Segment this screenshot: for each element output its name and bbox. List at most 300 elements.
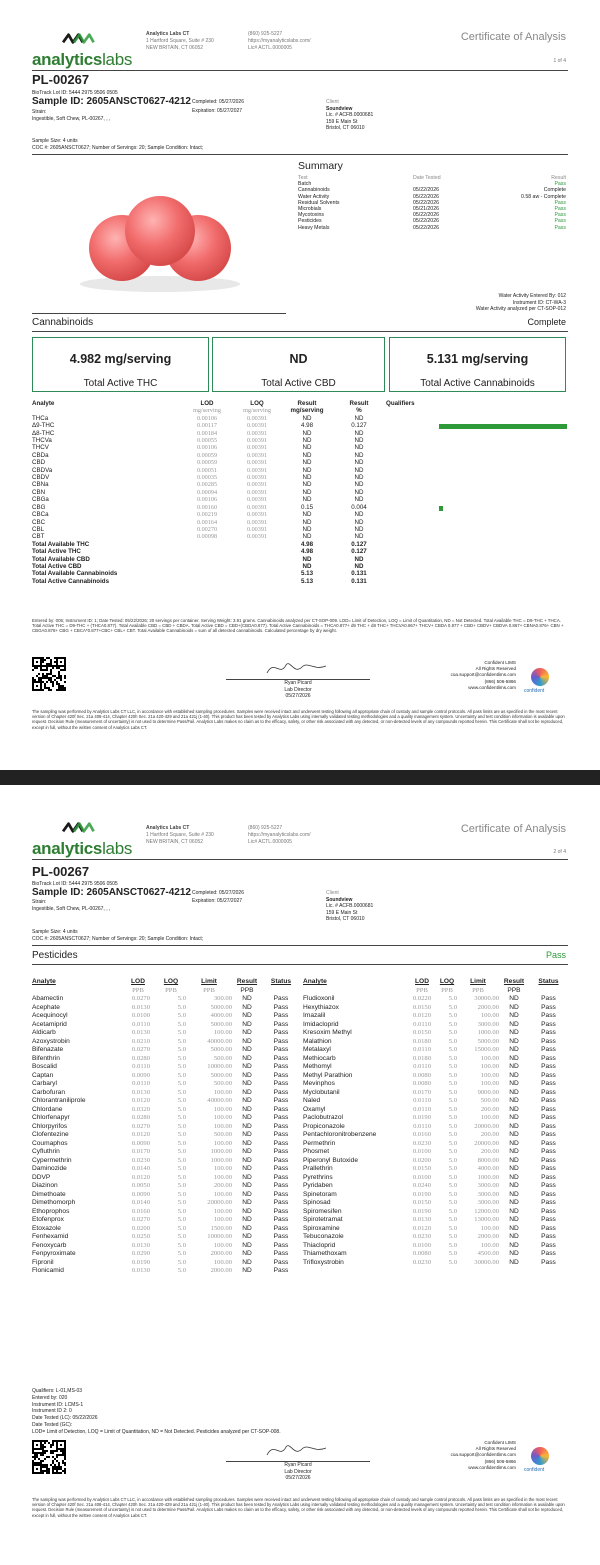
pesticide-limit: 2000.00 <box>210 1267 232 1274</box>
pesticide-name: Ethoprophos <box>32 1207 70 1215</box>
result-mg: ND <box>302 518 312 526</box>
pesticide-lod: 0.0120 <box>131 1173 150 1181</box>
pesticide-limit: 100.00 <box>480 1054 499 1062</box>
pesticide-lod: 0.0110 <box>132 1063 150 1070</box>
pesticide-limit: 1000.00 <box>210 1148 232 1155</box>
confident-phone: (866) 506-5866 <box>484 678 516 684</box>
pesticide-lod: 0.0230 <box>131 1156 150 1164</box>
pesticide-loq: 5.0 <box>177 1165 186 1172</box>
sample-size: Sample Size: 4 units <box>32 138 78 144</box>
qualifier <box>386 444 568 451</box>
pesticide-name: Dimethoate <box>32 1190 66 1198</box>
pesticide-lod: 0.0180 <box>412 1054 431 1062</box>
pesticide-row <box>32 1123 300 1132</box>
strain-desc: Ingestible, Soft Chew, PL-00267, , , <box>32 116 111 122</box>
pesticide-result: ND <box>242 1063 252 1070</box>
units-3: % <box>356 407 362 415</box>
pesticide-limit: 20000.00 <box>474 1122 499 1130</box>
pesticide-lod: 0.0220 <box>412 995 431 1002</box>
pesticide-name: Permethrin <box>303 1139 336 1147</box>
pesticide-limit: 100.00 <box>213 1105 232 1113</box>
summary-row <box>298 225 566 231</box>
pesticide-result: ND <box>509 1097 519 1104</box>
lab-phone: (860) 925-5227 <box>248 31 283 37</box>
lab-address <box>146 825 214 846</box>
pesticide-lod: 0.0130 <box>131 1003 150 1011</box>
pesticide-limit: 100.00 <box>213 1173 232 1181</box>
pesticide-status: Pass <box>541 1165 556 1172</box>
pesticide-lod: 0.0150 <box>412 1029 431 1036</box>
pesticide-limit: 100.00 <box>480 1114 499 1121</box>
loq: 0.00391 <box>246 429 268 437</box>
pesticide-status: Pass <box>273 1029 289 1036</box>
units-2: PPB <box>203 986 215 994</box>
pesticide-lod: 0.0200 <box>412 1156 431 1164</box>
pesticide-result: ND <box>509 995 519 1002</box>
cannabinoid-row <box>32 437 568 444</box>
pesticide-status: Pass <box>273 1224 289 1232</box>
pesticide-result: ND <box>509 1063 519 1070</box>
cannabinoid-row <box>32 459 568 466</box>
qualifier <box>386 570 568 577</box>
pesticide-col-3: Limit <box>470 978 486 985</box>
lab-addr1: 1 Hartford Square, Suite # 230 <box>146 38 214 44</box>
pesticide-note: Instrument ID: LCMS-1 <box>32 1401 84 1408</box>
pesticide-limit: 500.00 <box>213 1054 232 1062</box>
pesticide-loq: 5.0 <box>177 1071 186 1079</box>
pesticide-loq: 5.0 <box>177 1233 186 1240</box>
pesticide-loq: 5.0 <box>177 1088 186 1096</box>
pesticide-name: Acephate <box>32 1003 60 1011</box>
total-name: Total Available CBD <box>32 555 90 563</box>
wa-note-2: Instrument ID: CT-WA-3 <box>512 299 566 306</box>
strain-label: Strain: <box>32 899 47 905</box>
confident-email-link[interactable]: coa.support@confidentlims.com <box>450 672 516 678</box>
pesticide-limit: 500.00 <box>213 1131 232 1138</box>
lod <box>182 541 232 548</box>
pesticide-row <box>303 1233 568 1242</box>
pesticide-limit: 1000.00 <box>477 1029 499 1036</box>
pesticide-loq: 5.0 <box>177 1156 186 1164</box>
result-mg: 0.15 <box>300 503 314 511</box>
pesticide-limit: 3000.00 <box>477 1182 499 1189</box>
pesticide-result: ND <box>509 1190 519 1198</box>
pesticide-lod: 0.0100 <box>412 1148 431 1155</box>
info-divider <box>32 154 568 155</box>
pesticide-loq: 5.0 <box>177 1105 186 1113</box>
lod: 0.00270 <box>196 525 218 533</box>
loq: 0.00391 <box>246 451 268 459</box>
pesticide-limit: 30000.00 <box>474 995 499 1002</box>
pesticide-status: Pass <box>541 1173 556 1181</box>
cannabinoid-row <box>32 519 568 526</box>
result-mg: ND <box>302 481 312 489</box>
pesticide-loq: 5.0 <box>448 1207 457 1215</box>
total-active-thc-box <box>32 337 209 392</box>
pesticide-loq: 5.0 <box>448 1071 457 1079</box>
pesticide-status: Pass <box>273 1003 289 1011</box>
pesticide-limit: 20000.00 <box>207 1199 232 1206</box>
client-name: Soundview <box>326 105 353 112</box>
analyte-name: CBGa <box>32 496 49 504</box>
pesticide-loq: 5.0 <box>177 1241 186 1249</box>
analyte-name: CBN <box>32 488 46 496</box>
pesticide-status: Pass <box>273 1267 289 1274</box>
pesticide-lod: 0.0110 <box>413 1020 431 1028</box>
pesticide-lod: 0.0130 <box>131 1241 150 1249</box>
pesticide-note: Qualifiers: L-01,MS-03 <box>32 1388 83 1394</box>
pesticide-lod: 0.0110 <box>413 1097 431 1104</box>
pesticide-status: Pass <box>541 1029 556 1036</box>
pesticide-status: Pass <box>541 1148 556 1155</box>
pesticide-limit: 100.00 <box>480 1241 499 1249</box>
cannabinoids-status: Complete <box>527 317 566 327</box>
lod: 0.00059 <box>196 459 218 467</box>
pesticide-status: Pass <box>541 1020 556 1028</box>
confident-l1: Confident LIMS <box>484 660 516 665</box>
client-addr2: Bristol, CT 06010 <box>326 916 365 922</box>
cannabinoid-total-row <box>32 541 568 548</box>
pesticide-result: ND <box>509 1250 519 1257</box>
pesticide-name: Paclobutrazol <box>303 1114 343 1121</box>
units-spacer <box>303 987 407 996</box>
pesticide-row <box>303 1148 568 1157</box>
pesticide-lod: 0.0190 <box>412 1190 431 1198</box>
pesticide-loq: 5.0 <box>448 995 457 1002</box>
pesticide-loq: 5.0 <box>177 1003 186 1011</box>
pesticide-row <box>303 1080 568 1089</box>
loq: 0.00391 <box>246 511 268 519</box>
result-pct: ND <box>354 451 364 459</box>
pesticide-loq: 5.0 <box>177 1216 186 1223</box>
loq <box>232 578 282 585</box>
lab-website-link[interactable]: https://myanalyticslabs.com/ <box>248 38 311 44</box>
pesticide-name: Bifenthrin <box>32 1054 60 1062</box>
confident-website-link[interactable]: www.confidentlims.com <box>468 684 516 690</box>
pesticide-lod: 0.0090 <box>131 1139 150 1147</box>
pesticide-status: Pass <box>541 1182 556 1189</box>
pesticide-name: Etofenprox <box>32 1216 64 1223</box>
confident-lims-block <box>451 660 516 691</box>
pesticide-status: Pass <box>273 1054 289 1062</box>
pesticide-limit: 12000.00 <box>474 1207 499 1215</box>
pesticide-status: Pass <box>541 1054 556 1062</box>
pesticide-limit: 4000.00 <box>210 1012 232 1019</box>
pesticide-result: ND <box>509 1105 519 1113</box>
result-pct: ND <box>354 437 364 445</box>
pesticide-limit: 500.00 <box>213 1080 232 1087</box>
confident-brand: confident <box>524 1467 545 1473</box>
cannabinoid-notes: Entered by: 005; Instrument ID: 1; Date Tested: 05/22/2026; 20 servings per container. Serving Weight: 3.91 grams. Cannabinoids analyzed per CT-SOP-009. LOD= Limit of Detection, LOQ = Limit of Quantitation, ND = Not Detected. Total Available THC = D9-THC + THCA. Total Active THC = D9-THC + (THCA0.877). Total Available CBD = CBD + CBDA. Total Active CBD = CBD+(CBDA0.877). Total Active Cannabinoids = THCA0.877+ d9 THC + d8 THC+ THCVA0.867+ THCV+ CBDA 0.877 + CBD+ CBDV+ CBDVA 0.867+ CBNA0.876+ CBN + CBGA0.878+ CBG + CBCA*0.877+CBC+ CBL+ CBT. Total Available Cannabinoids = sum of all detected cannabinoids. Calculated percentage by dry weight. <box>32 618 564 634</box>
cannabinoid-row <box>32 504 568 511</box>
pesticide-result: ND <box>509 1046 519 1053</box>
pesticide-row <box>32 995 300 1004</box>
coc-line: COC #: 2605ANSCT0627; Number of Servings: 20; Sample Condition: Intact; <box>32 145 204 151</box>
pesticide-limit: 100.00 <box>213 1088 232 1096</box>
confident-lims-block <box>451 1440 516 1471</box>
pesticide-limit: 100.00 <box>213 1190 232 1198</box>
pesticide-result: ND <box>242 1122 252 1130</box>
pesticide-loq: 5.0 <box>448 1088 457 1096</box>
gummies-image <box>32 156 286 314</box>
pesticide-name: DDVP <box>32 1173 51 1181</box>
pesticide-row <box>32 1182 300 1191</box>
pesticide-row <box>32 1250 300 1259</box>
sample-size: Sample Size: 4 units <box>32 929 78 935</box>
doc-title: Certificate of Analysis <box>460 31 566 43</box>
pesticide-name: Malathion <box>303 1037 332 1045</box>
pesticide-note: Entered by: 020 <box>32 1394 68 1401</box>
pesticide-result: ND <box>242 1037 252 1045</box>
pesticide-status: Pass <box>273 1114 289 1121</box>
pesticide-status: Pass <box>273 1182 289 1189</box>
cannabinoids-col-5: Qualifiers <box>386 400 415 407</box>
pesticide-row <box>303 1259 568 1268</box>
pesticide-row <box>32 1029 300 1038</box>
result-mg: ND <box>302 451 312 459</box>
lod: 0.00059 <box>196 451 218 459</box>
lab-contact <box>248 31 311 52</box>
total-mg: 5.13 <box>300 570 314 578</box>
pesticide-lod: 0.0130 <box>131 1267 150 1274</box>
qr-pattern <box>32 1440 66 1474</box>
lod: 0.00184 <box>196 429 218 437</box>
pesticide-loq: 5.0 <box>177 1046 186 1053</box>
pesticide-name: Imidacloprid <box>303 1020 339 1028</box>
lab-addr2: NEW BRITAIN, CT 06052 <box>146 839 204 845</box>
client-license: Lic. # ACFB.0000681 <box>326 903 374 909</box>
total-mg: 4.98 <box>300 548 314 556</box>
pesticide-result: ND <box>509 1071 519 1079</box>
pesticide-loq: 5.0 <box>177 1122 186 1130</box>
pesticide-loq: 5.0 <box>448 1241 457 1249</box>
loq <box>232 570 282 577</box>
pesticide-lod: 0.0270 <box>131 1046 150 1053</box>
pesticide-row <box>32 1055 300 1064</box>
summary-result: Pass <box>554 206 566 213</box>
lod: 0.00117 <box>197 422 217 430</box>
pesticide-loq: 5.0 <box>177 1258 186 1266</box>
pesticide-name: Boscalid <box>32 1063 57 1070</box>
lod: 0.00106 <box>196 414 218 422</box>
pesticide-lod: 0.0170 <box>131 1148 150 1155</box>
pesticide-loq: 5.0 <box>448 1190 457 1198</box>
pesticide-status: Pass <box>541 1122 556 1130</box>
pesticide-row <box>32 1216 300 1225</box>
lod <box>182 556 232 563</box>
units-2: mg/serving <box>290 407 324 415</box>
pesticide-name: Phosmet <box>303 1148 330 1155</box>
pesticide-result: ND <box>242 1080 252 1087</box>
confident-l2: All Rights Reserved <box>475 1446 516 1452</box>
qualifier-bar <box>439 424 567 429</box>
pesticide-row <box>303 1123 568 1132</box>
lab-address <box>146 31 214 52</box>
pesticide-result: ND <box>509 1054 519 1062</box>
pesticide-units-row <box>303 987 568 996</box>
result-mg: ND <box>302 444 312 452</box>
pesticide-row <box>303 1250 568 1259</box>
pesticide-status: Pass <box>541 1088 556 1096</box>
summary-title: Summary <box>298 160 343 172</box>
result-pct: ND <box>354 429 364 437</box>
pesticide-row <box>303 1106 568 1115</box>
pesticide-row <box>303 1208 568 1217</box>
cannabinoid-row <box>32 481 568 488</box>
pesticide-loq: 5.0 <box>448 1020 457 1028</box>
pesticide-name: Imazalil <box>303 1012 326 1019</box>
lab-contact <box>248 825 311 846</box>
pesticide-note: Instrument ID 2: 0 <box>32 1408 72 1415</box>
confident-website-link[interactable]: www.confidentlims.com <box>468 1464 516 1470</box>
pesticide-result: ND <box>509 1216 519 1223</box>
pesticide-status: Pass <box>273 1207 289 1215</box>
pesticide-col-0: Analyte <box>303 978 327 985</box>
pesticide-row <box>303 1225 568 1234</box>
confident-email-link[interactable]: coa.support@confidentlims.com <box>450 1452 516 1458</box>
qualifier <box>386 415 568 422</box>
lod <box>182 548 232 555</box>
wa-note-1: Water Activity Entered By: 012 <box>498 293 566 299</box>
strain-label: Strain: <box>32 109 47 115</box>
pesticide-lod: 0.0250 <box>131 1233 150 1240</box>
product-photo <box>32 156 286 314</box>
result-pct: ND <box>354 518 364 526</box>
pesticide-name: Fenpyroximate <box>32 1250 76 1257</box>
pesticide-name: Oxamyl <box>303 1105 326 1113</box>
pesticide-status: Pass <box>541 1233 556 1240</box>
pesticide-result: ND <box>242 1190 252 1198</box>
pesticide-loq: 5.0 <box>177 1114 186 1121</box>
pesticide-row <box>303 1199 568 1208</box>
qualifier <box>386 430 568 437</box>
header-divider <box>32 70 568 71</box>
total-value: 5.131 mg/serving <box>426 352 529 366</box>
analyte-name: Δ8-THC <box>32 429 55 437</box>
loq: 0.00391 <box>246 422 268 430</box>
signatory-date: 05/27/2026 <box>285 693 311 699</box>
pesticide-loq: 5.0 <box>448 1097 457 1104</box>
qr-code-icon[interactable] <box>32 657 66 691</box>
loq: 0.00391 <box>246 533 268 541</box>
pesticide-result: ND <box>509 1199 519 1206</box>
result-mg: 4.98 <box>300 422 314 430</box>
units-spacer <box>529 987 568 996</box>
pesticide-name: Thiacloprid <box>303 1241 336 1249</box>
pesticide-result: ND <box>509 1131 519 1138</box>
pesticide-result: ND <box>509 1020 519 1028</box>
lab-website-link[interactable]: https://myanalyticslabs.com/ <box>248 832 311 838</box>
qr-code-icon[interactable] <box>32 1440 66 1474</box>
pesticide-lod: 0.0180 <box>412 1037 431 1045</box>
doc-title: Certificate of Analysis <box>460 823 566 835</box>
summary-date: 05/22/2026 <box>413 199 439 206</box>
analyte-name: Δ9-THC <box>32 422 55 430</box>
qualifier <box>386 496 568 503</box>
pesticide-limit: 200.00 <box>480 1131 499 1138</box>
disclaimer: The sampling was performed by Analytics Labs CT LLC, in accordance with established sampling procedures. Samples were received intact and underwent testing following all appropriate chain of custody and sample control protocols. All pass limits are as specified in the most recent version of Chapter 420f Sec. 21a 408-414, Chapter 420h Sec. 21a 420-429 and 21a 421j (1-40). This product has been tested by Analytics Labs using internally validated testing methodologies and a quality management system. Uncertainty and test condition information is available upon request. Decision Rule (measurement of uncertainty) is not used to determine Pass/Fail. Analytics Labs makes no claim as to the efficacy, safety, or other risk associated with any detected, or non-detected levels of any compounds reported herein. This Certificate shall not be reproduced, except in full, without the written consent of Analytics Labs CT. <box>32 709 565 730</box>
pesticide-note: LOD= Limit of Detection, LOQ = Limit of Quantitation, ND = Not Detected. Pesticides analyzed per CT-SOP-008. <box>32 1428 281 1435</box>
pesticide-name: Spiroxamine <box>303 1224 340 1232</box>
pesticide-result: ND <box>509 1224 519 1232</box>
pesticide-status: Pass <box>541 1139 556 1147</box>
pesticide-loq: 5.0 <box>448 1003 457 1011</box>
pesticide-loq: 5.0 <box>177 1250 186 1257</box>
lod: 0.00055 <box>196 437 218 445</box>
pesticide-name: Pentachloronitrobenzene <box>303 1131 377 1138</box>
pesticide-row <box>303 1012 568 1021</box>
analyte-name: CBG <box>32 503 46 511</box>
pesticide-limit: 3000.00 <box>477 1190 499 1198</box>
analyte-name: CBC <box>32 518 46 526</box>
summary-result: Pass <box>554 181 566 188</box>
analyte-name: CBL <box>32 525 45 533</box>
analyte-name: THCa <box>32 414 49 422</box>
lod: 0.00098 <box>196 533 218 541</box>
pesticide-loq: 5.0 <box>448 1114 457 1121</box>
pesticide-limit: 40000.00 <box>207 1037 232 1045</box>
result-mg: ND <box>302 414 312 422</box>
pesticide-row <box>32 1063 300 1072</box>
pesticide-loq: 5.0 <box>448 1105 457 1113</box>
pesticide-status: Pass <box>273 1139 289 1147</box>
pesticide-lod: 0.0080 <box>412 1250 431 1257</box>
pesticide-row <box>32 1199 300 1208</box>
pesticide-loq: 5.0 <box>448 1139 457 1147</box>
qualifier <box>386 533 568 540</box>
client-block <box>326 890 373 923</box>
cannabinoids-col-4: Result <box>349 400 369 407</box>
analyte-name: CBT <box>32 533 45 541</box>
pesticide-limit: 100.00 <box>213 1114 232 1121</box>
page-separator <box>0 770 600 785</box>
qualifier-bar <box>439 506 443 511</box>
cannabinoid-row <box>32 474 568 481</box>
pesticide-name: Spinetoram <box>303 1190 337 1198</box>
summary-test: Cannabinoids <box>298 187 330 194</box>
pesticide-loq: 5.0 <box>177 1063 186 1070</box>
total-pct: 0.131 <box>351 577 367 585</box>
result-mg: ND <box>302 533 312 541</box>
lod <box>182 578 232 585</box>
pesticide-name: Chlordane <box>32 1105 63 1113</box>
pesticide-lod: 0.0190 <box>131 1258 150 1266</box>
pesticide-lod: 0.0210 <box>131 1037 150 1045</box>
result-mg: ND <box>302 511 312 519</box>
lod <box>182 570 232 577</box>
pesticide-limit: 13000.00 <box>474 1216 499 1223</box>
summary-test: Water Activity <box>298 193 330 200</box>
total-active-cbd-box <box>212 337 385 392</box>
pesticide-row <box>32 1174 300 1183</box>
pesticide-lod: 0.0100 <box>131 1012 150 1019</box>
pesticide-name: Diazinon <box>32 1182 58 1189</box>
summary-test: Mycotoxins <box>298 212 324 219</box>
pesticide-row <box>303 1140 568 1149</box>
total-label: Total Active Cannabinoids <box>420 378 535 389</box>
pesticide-limit: 10000.00 <box>207 1063 232 1070</box>
pesticide-result: ND <box>509 1207 519 1215</box>
pesticide-name: Aldicarb <box>32 1029 56 1036</box>
pesticide-status: Pass <box>273 1097 289 1104</box>
pesticide-loq: 5.0 <box>177 1029 186 1036</box>
pesticide-row <box>32 1140 300 1149</box>
total-name: Total Available THC <box>32 540 90 548</box>
pesticide-name: Dimethomorph <box>32 1199 76 1206</box>
pesticide-result: ND <box>242 995 252 1002</box>
pesticide-status: Pass <box>273 1131 289 1138</box>
pesticide-status: Pass <box>273 1199 289 1206</box>
